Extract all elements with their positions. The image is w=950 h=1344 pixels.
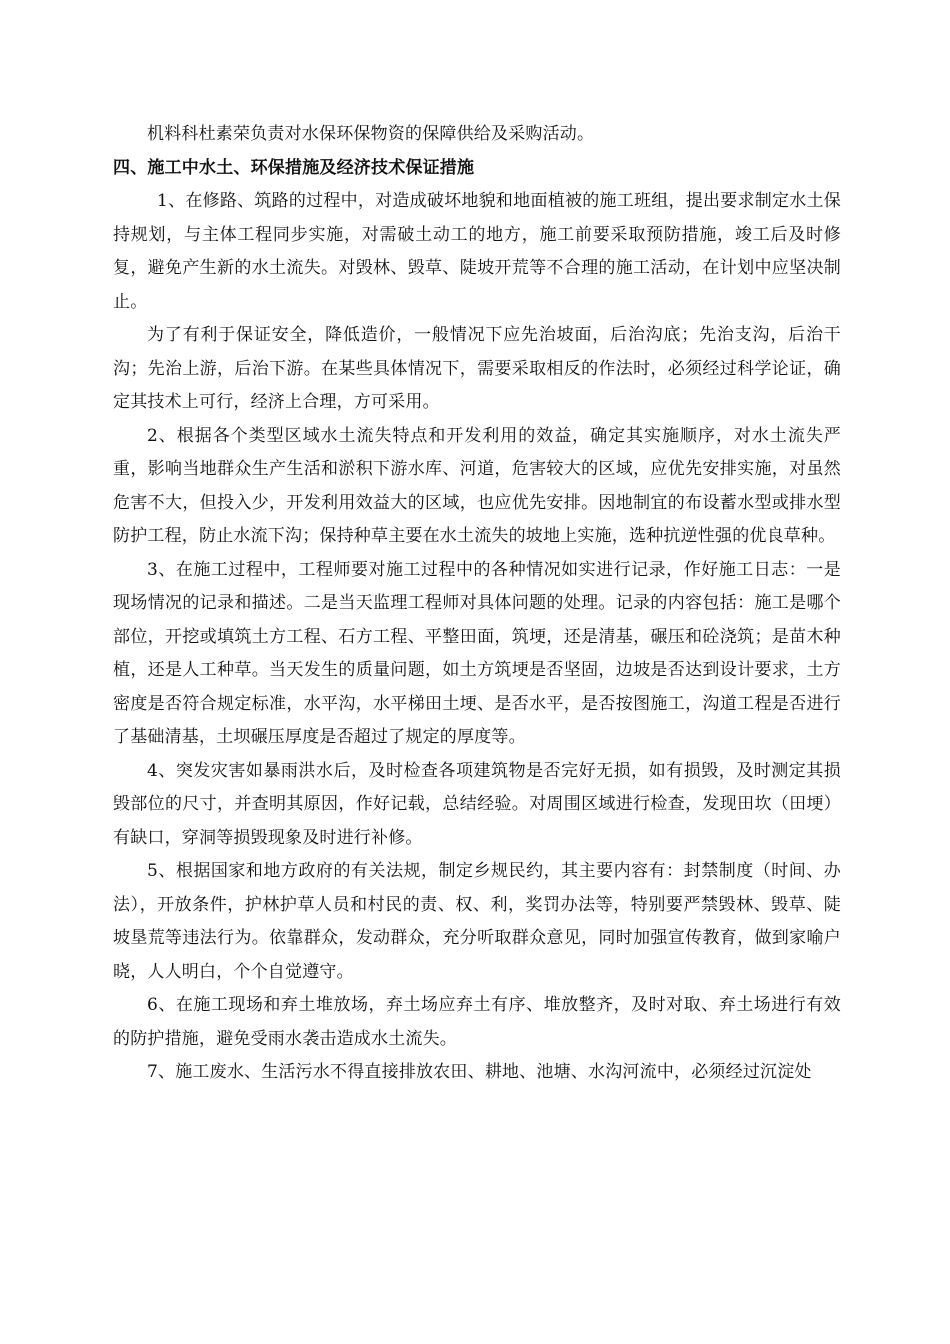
paragraph-item-4: 3、在施工过程中，工程师要对施工过程中的各种情况如实进行记录，作好施工日志：一是现场情况的记录和描述。二是当天监理工程师对具体问题的处理。记录的内容包括：施工是哪个部位，开挖或填筑土方工程、石方工程、平整田面，筑埂，还是清基，碾压和砼浇筑；是苗木种植，还是人工种草。当天发生的质量问题，如土方筑埂是否坚固，边坡是否达到设计要求，土方密度是否符合规定标准，水平沟，水平梯田土埂、是否水平，是否按图施工，沟道工程是否进行了基础清基，土坝碾压厚度是否超过了规定的厚度等。: [113, 559, 841, 747]
document-body: [113, 118, 841, 1090]
paragraph-item-1: 1、在修路、筑路的过程中，对造成破坏地貌和地面植被的施工班组，提出要求制定水土保持规划，与主体工程同步实施，对需破土动工的地方，施工前要采取预防措施，竣工后及时修复，避免产生新的水土流失。对毁林、毁草、陡坡开荒等不合理的施工活动，在计划中应坚决制止。: [113, 191, 841, 312]
paragraph-item-3: 2、根据各个类型区域水土流失特点和开发利用的效益，确定其实施顺序，对水土流失严重，影响当地群众生产生活和淤积下游水库、河道，危害较大的区域，应优先安排实施，对虽然危害不大，但投入少，开发利用效益大的区域，也应优先安排。因地制宜的布设蓄水型或排水型防护工程，防止水流下沟；保持种草主要在水土流失的坡地上实施，选种抗逆性强的优良草种。: [113, 425, 841, 546]
paragraph-item-8: 7、施工废水、生活污水不得直接排放农田、耕地、池塘、水沟河流中，必须经过沉淀处: [147, 1062, 812, 1082]
paragraph-item-2: 为了有利于保证安全，降低造价，一般情况下应先治坡面，后治沟底；先治支沟，后治干沟；先治上游，后治下游。在某些具体情况下，需要采取相反的作法时，必须经过科学论证，确定其技术上可行，经济上合理，方可采用。: [113, 325, 841, 412]
paragraph-item-5: 4、突发灾害如暴雨洪水后，及时检查各项建筑物是否完好无损，如有损毁，及时测定其损毁部位的尺寸，并查明其原因，作好记载，总结经验。对周围区域进行检查，发现田坎（田埂）有缺口，穿洞等损毁现象及时进行补修。: [113, 760, 841, 848]
section-heading: 四、施工中水土、环保措施及经济技术保证措施: [113, 157, 475, 178]
paragraph-item-7: 6、在施工现场和弃土堆放场，弃土场应弃土有序、堆放整齐，及时对取、弃土场进行有效的防护措施，避免受雨水袭击造成水土流失。: [113, 995, 841, 1049]
paragraph-item-6: 5、根据国家和地方政府的有关法规，制定乡规民约，其主要内容有：封禁制度（时间、办法），开放条件，护林护草人员和村民的责、权、利，奖罚办法等，特别要严禁毁林、毁草、陡坡垦荒等违法行为。依靠群众，发动群众，充分听取群众意见，同时加强宣传教育，做到家喻户晓，人人明白，个个自觉遵守。: [113, 861, 841, 982]
lead-paragraph: 机料科杜素荣负责对水保环保物资的保障供给及采购活动。: [147, 124, 595, 144]
